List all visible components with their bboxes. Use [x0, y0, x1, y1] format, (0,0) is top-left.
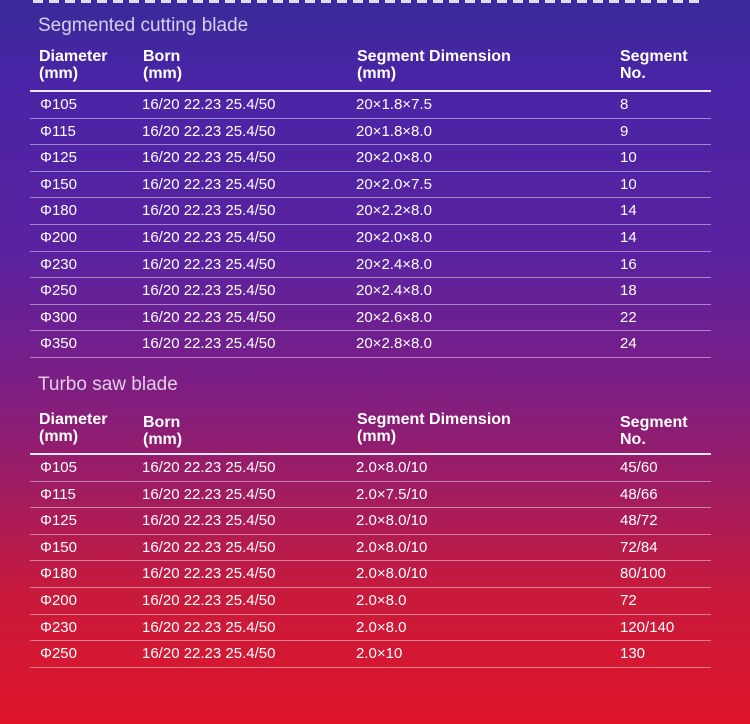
cell-diameter: Φ250	[40, 645, 77, 663]
cell-segment-dimension: 2.0×8.0	[356, 618, 407, 636]
cell-born: 16/20 22.23 25.4/50	[142, 282, 276, 300]
table-row	[30, 225, 711, 252]
cell-segment-dimension: 20×2.4×8.0	[356, 255, 432, 273]
cell-born: 16/20 22.23 25.4/50	[142, 459, 276, 476]
cell-born: 16/20 22.23 25.4/50	[142, 175, 276, 193]
header-diameter: Diameter (mm)	[39, 48, 108, 82]
cell-born: 16/20 22.23 25.4/50	[142, 618, 276, 636]
header-segment-dimension: Segment Dimension (mm)	[357, 48, 511, 82]
cell-born: 16/20 22.23 25.4/50	[142, 645, 276, 663]
cell-born: 16/20 22.23 25.4/50	[142, 96, 276, 113]
cell-diameter: Φ230	[40, 618, 77, 636]
table-row	[30, 278, 711, 305]
cell-segment-dimension: 20×2.0×7.5	[356, 175, 432, 193]
cell-segment-no: 14	[620, 202, 637, 220]
table-body	[30, 92, 711, 358]
cell-segment-no: 24	[620, 335, 637, 353]
cell-segment-no: 18	[620, 282, 637, 300]
cell-diameter: Φ115	[40, 122, 76, 140]
table-row	[30, 615, 711, 642]
cell-diameter: Φ180	[40, 565, 77, 583]
table-row	[30, 588, 711, 615]
table-row	[30, 172, 711, 199]
cell-diameter: Φ150	[40, 175, 77, 193]
cell-diameter: Φ125	[40, 512, 77, 530]
cell-diameter: Φ105	[40, 459, 77, 476]
cell-born: 16/20 22.23 25.4/50	[142, 202, 276, 220]
cell-diameter: Φ150	[40, 538, 77, 556]
cell-segment-dimension: 20×2.2×8.0	[356, 202, 432, 220]
cell-segment-dimension: 20×1.8×7.5	[356, 96, 432, 113]
cell-diameter: Φ350	[40, 335, 77, 353]
cell-segment-dimension: 2.0×8.0	[356, 591, 407, 609]
cell-segment-dimension: 20×2.8×8.0	[356, 335, 432, 353]
cell-segment-no: 48/66	[620, 485, 658, 503]
cell-segment-no: 16	[620, 255, 637, 273]
header-diameter: Diameter (mm)	[39, 411, 108, 445]
table-row	[30, 535, 711, 562]
table-row	[30, 455, 711, 482]
cell-born: 16/20 22.23 25.4/50	[142, 485, 276, 503]
table-header	[30, 411, 711, 455]
cell-segment-dimension: 2.0×8.0/10	[356, 459, 428, 476]
table-header	[30, 48, 711, 92]
cell-segment-dimension: 2.0×8.0/10	[356, 538, 428, 556]
cell-born: 16/20 22.23 25.4/50	[142, 512, 276, 530]
cell-born: 16/20 22.23 25.4/50	[142, 122, 276, 140]
cell-segment-no: 8	[620, 96, 629, 113]
cell-born: 16/20 22.23 25.4/50	[142, 255, 276, 273]
cell-diameter: Φ250	[40, 282, 77, 300]
cell-segment-no: 48/72	[620, 512, 658, 530]
table-row	[30, 145, 711, 172]
cell-diameter: Φ230	[40, 255, 77, 273]
cell-diameter: Φ115	[40, 485, 76, 503]
section-title: Turbo saw blade	[38, 374, 178, 395]
cell-diameter: Φ125	[40, 149, 77, 167]
cell-segment-no: 120/140	[620, 618, 675, 636]
header-segment-dimension: Segment Dimension (mm)	[357, 411, 511, 445]
table-body	[30, 455, 711, 668]
header-segment-no: Segment No.	[620, 48, 688, 82]
cell-segment-no: 80/100	[620, 565, 666, 583]
table-row	[30, 508, 711, 535]
cell-segment-no: 14	[620, 228, 637, 246]
table-row	[30, 641, 711, 668]
cell-diameter: Φ200	[40, 228, 77, 246]
table-row	[30, 198, 711, 225]
top-dashed-border	[33, 0, 705, 3]
cell-segment-dimension: 2.0×10	[356, 645, 403, 663]
cell-segment-no: 9	[620, 122, 629, 140]
cell-segment-no: 45/60	[620, 459, 658, 476]
table-row	[30, 92, 711, 119]
cell-born: 16/20 22.23 25.4/50	[142, 228, 276, 246]
cell-segment-no: 130	[620, 645, 646, 663]
cell-segment-dimension: 20×2.6×8.0	[356, 308, 432, 326]
table-row	[30, 561, 711, 588]
cell-born: 16/20 22.23 25.4/50	[142, 591, 276, 609]
cell-segment-no: 10	[620, 175, 637, 193]
table-row	[30, 252, 711, 279]
cell-born: 16/20 22.23 25.4/50	[142, 335, 276, 353]
cell-diameter: Φ105	[40, 96, 77, 113]
table-row	[30, 482, 711, 509]
header-born: Born (mm)	[143, 48, 183, 82]
table-row	[30, 305, 711, 332]
table-row	[30, 331, 711, 358]
cell-segment-dimension: 20×2.0×8.0	[356, 149, 432, 167]
cell-segment-no: 72	[620, 591, 637, 609]
header-born: Born (mm)	[143, 414, 183, 448]
cell-born: 16/20 22.23 25.4/50	[142, 308, 276, 326]
cell-segment-dimension: 2.0×8.0/10	[356, 565, 428, 583]
table-row	[30, 119, 711, 146]
cell-diameter: Φ300	[40, 308, 77, 326]
cell-diameter: Φ200	[40, 591, 77, 609]
cell-segment-dimension: 20×2.4×8.0	[356, 282, 432, 300]
cell-segment-dimension: 20×1.8×8.0	[356, 122, 432, 140]
section-title: Segmented cutting blade	[38, 15, 249, 36]
cell-segment-dimension: 2.0×8.0/10	[356, 512, 428, 530]
cell-diameter: Φ180	[40, 202, 77, 220]
cell-segment-no: 72/84	[620, 538, 658, 556]
cell-born: 16/20 22.23 25.4/50	[142, 538, 276, 556]
cell-segment-no: 10	[620, 149, 637, 167]
cell-born: 16/20 22.23 25.4/50	[142, 565, 276, 583]
header-segment-no: Segment No.	[620, 414, 688, 448]
cell-segment-dimension: 20×2.0×8.0	[356, 228, 432, 246]
cell-segment-no: 22	[620, 308, 637, 326]
cell-segment-dimension: 2.0×7.5/10	[356, 485, 428, 503]
cell-born: 16/20 22.23 25.4/50	[142, 149, 276, 167]
